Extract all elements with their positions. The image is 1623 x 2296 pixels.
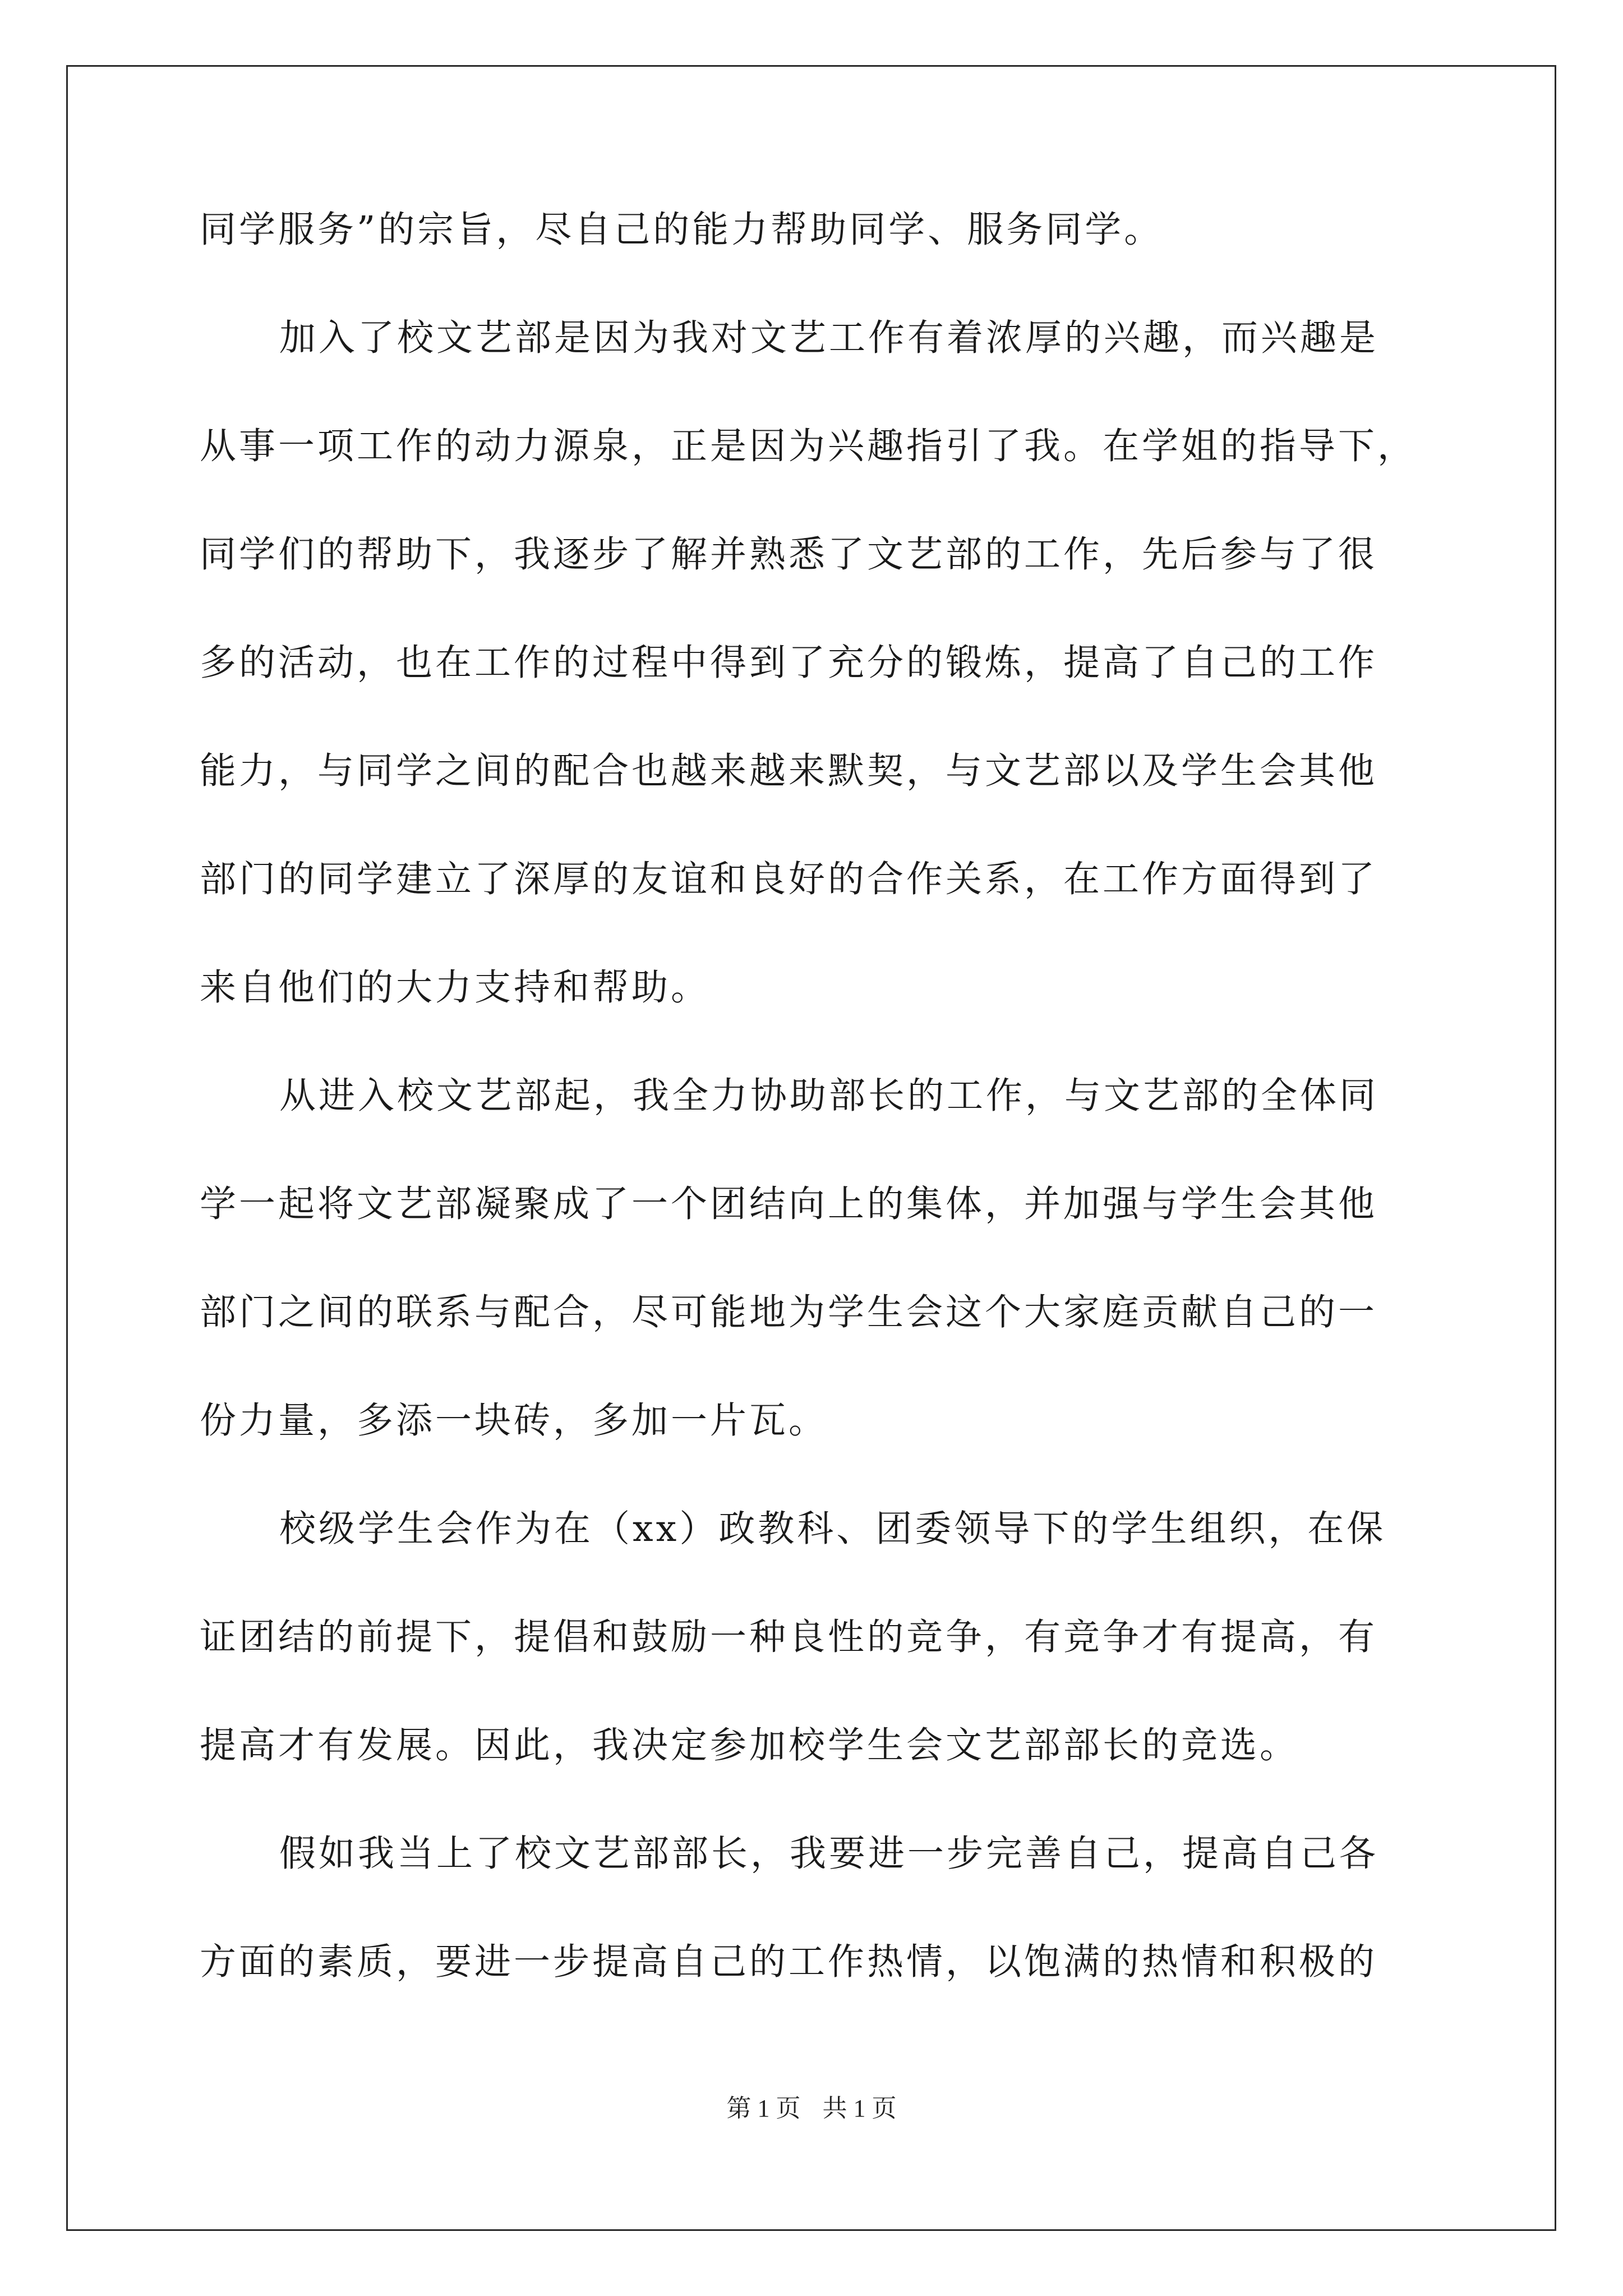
paragraph-start-line: 加入了校文艺部是因为我对文艺工作有着浓厚的兴趣，而兴趣是 [279,317,1379,359]
text-line: 证团结的前提下，提倡和鼓励一种良性的竞争，有竞争才有提高，有 [200,1616,1378,1658]
text-line: 能力，与同学之间的配合也越来越来默契，与文艺部以及学生会其他 [200,750,1378,792]
text-line: 份力量，多添一块砖，多加一片瓦。 [200,1400,828,1442]
text-line: 部门之间的联系与配合，尽可能地为学生会这个大家庭贡献自己的一 [200,1291,1378,1333]
text-line: 来自他们的大力支持和帮助。 [200,967,711,1009]
paragraph-start-line: 从进入校文艺部起，我全力协助部长的工作，与文艺部的全体同 [279,1075,1379,1117]
text-line: 从事一项工作的动力源泉，正是因为兴趣指引了我。在学姐的指导下， [200,425,1417,467]
page-footer [0,2092,1623,2125]
text-line: 提高才有发展。因此，我决定参加校学生会文艺部部长的竞选。 [200,1724,1299,1766]
text-line: 同学服务”的宗旨，尽自己的能力帮助同学、服务同学。 [200,209,1164,251]
text-line: 多的活动，也在工作的过程中得到了充分的锻炼，提高了自己的工作 [200,642,1378,684]
text-line: 方面的素质，要进一步提高自己的工作热情，以饱满的热情和积极的 [200,1941,1378,1983]
text-line: 部门的同学建立了深厚的友谊和良好的合作关系，在工作方面得到了 [200,858,1378,900]
page-total: 共 1 页 [822,2095,897,2122]
page-number: 第 1 页 [726,2095,801,2122]
paragraph-start-line: 假如我当上了校文艺部部长，我要进一步完善自己，提高自己各 [279,1833,1379,1875]
text-line: 学一起将文艺部凝聚成了一个团结向上的集体，并加强与学生会其他 [200,1183,1378,1225]
paragraph-start-line: 校级学生会作为在（xx）政教科、团委领导下的学生组织，在保 [279,1508,1386,1550]
text-line: 同学们的帮助下，我逐步了解并熟悉了文艺部的工作，先后参与了很 [200,533,1378,576]
document-body [200,208,1422,2048]
